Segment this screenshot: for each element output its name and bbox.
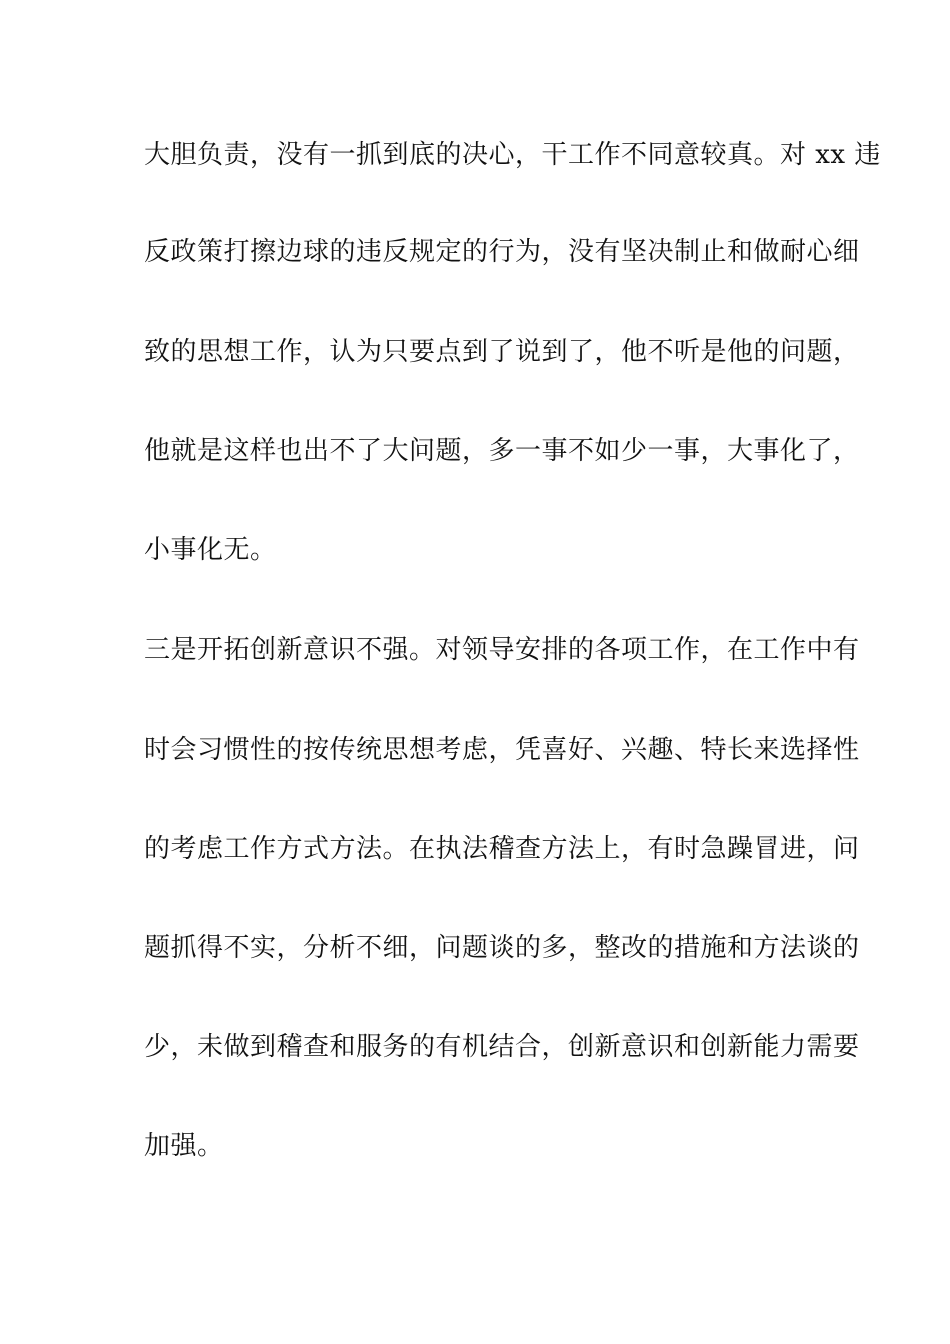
text-line: 的考虑工作方式方法。在执法稽查方法上，有时急躁冒进，问 xyxy=(144,834,860,864)
text-line: 少，未做到稽查和服务的有机结合，创新意识和创新能力需要 xyxy=(144,1032,860,1062)
text-line: 小事化无。 xyxy=(144,535,277,565)
text-line: 大胆负责，没有一抓到底的决心，干工作不同意较真。对 xx 违 xyxy=(144,140,881,170)
text-line: 反政策打擦边球的违反规定的行为，没有坚决制止和做耐心细 xyxy=(144,237,860,267)
text-line: 加强。 xyxy=(144,1131,224,1161)
text-line: 时会习惯性的按传统思想考虑，凭喜好、兴趣、特长来选择性 xyxy=(144,735,860,765)
text-line: 题抓得不实，分析不细，问题谈的多，整改的措施和方法谈的 xyxy=(144,933,860,963)
text-line: 他就是这样也出不了大问题，多一事不如少一事，大事化了， xyxy=(144,436,860,466)
text-line: 三是开拓创新意识不强。对领导安排的各项工作，在工作中有 xyxy=(144,635,860,665)
text-line: 致的思想工作，认为只要点到了说到了，他不听是他的问题， xyxy=(144,337,860,367)
